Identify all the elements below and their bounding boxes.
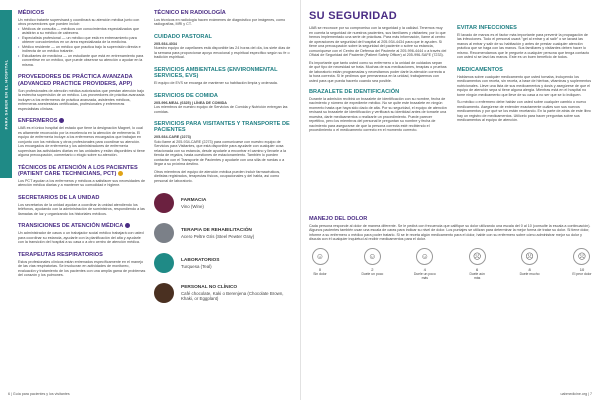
uniform-text bbox=[181, 258, 219, 269]
section-proveedores bbox=[18, 74, 146, 111]
heading-radiologia: TÉCNICO EN RADIOLOGÍA bbox=[154, 10, 226, 16]
swatch-circle bbox=[154, 253, 174, 273]
visitantes-text2: Otros miembros del equipo de atención médica pueden incluir farmacéuticos, dietistas registrados, terapeutas físicos, ocupacionales y del habla, así como personal de laboratorio. bbox=[154, 169, 281, 183]
pain-num: 10 bbox=[579, 266, 585, 272]
heading-transiciones bbox=[18, 223, 146, 229]
section-transiciones bbox=[18, 223, 146, 244]
right-column-b bbox=[457, 10, 593, 130]
pain-num: 2 bbox=[371, 266, 374, 272]
heading-tecnicos-label: TÉCNICOS DE ATENCIÓN A LOS PACIENTES (PATIENT CARE TECHNICIANS, PCT) bbox=[18, 164, 138, 178]
page-footer-left: 6 | Guía para pacientes y los visitantes bbox=[8, 392, 70, 396]
color-dot bbox=[118, 171, 123, 176]
list-item: • Especialista profesional — un médico que está en entrenamiento para obtener conocimientos en un área especializada de la medicina. bbox=[18, 36, 146, 45]
heading-visitantes: SERVICIOS PARA VISITANTES Y TRANSPORTE DE PACIENTES bbox=[154, 121, 290, 134]
section-pastoral bbox=[154, 34, 294, 60]
list-item: • Estudiantes de medicina — un estudiante que está en entrenamiento para convertirse en un médico, que puede observar su atención o ayudar en la misma. bbox=[18, 54, 146, 68]
swatch-circle bbox=[154, 283, 174, 303]
enfermeros-text: UAB es el único hospital del estado que tiene la designación Magnet, lo cual es altamente reconocido por la excelencia en la atención de enfermería. El equipo de enfermería incluye a los enfermeros encargados que trabajan en conjunto con los médicos y otros profesionales para coordinar su atención. Los encargados de enfermería y los administradores de enfermería supervisan las actividades diarias en las unidades y están disponibles si tiene alguna preocupación, comentario o elogio sobre su atención. bbox=[18, 126, 145, 158]
color-dot bbox=[125, 223, 130, 228]
transiciones-text: Un administrador de casos o un trabajador social médico trabajará con usted para coordinar su estancia, ayudarle con la planificación del alta y ayudarle con la transición del hospital a su casa o a otro centro de atención médica. bbox=[18, 231, 144, 245]
face-icon: ☹ bbox=[573, 248, 590, 265]
section-terapeutas bbox=[18, 252, 146, 278]
tecnicos-text: Los PCT ayudan a los enfermeros y médicos a satisfacer sus necesidades de atención médica diarias y a mantener su comodidad e higiene. bbox=[18, 178, 146, 188]
section-ambientales bbox=[154, 67, 294, 86]
pain-face bbox=[571, 248, 593, 280]
uniform-text bbox=[181, 228, 254, 239]
visitantes-text: Solo llame al 205-934-CARE (2273) para comunicarse con nuestro equipo de Servicios para Visitantes, que está disponible para ayudarle con cualquier cosa relacionada con su estancia, desde ayudarle a encontrar el camino y llevarle a la tienda de regalos, hasta cuestiones de estacionamiento. También lo pueden contactar con el Transporte de Pacientes y ayudarle con una silla de ruedas o a llegar a su próxima destino. bbox=[154, 139, 287, 167]
left-column-a bbox=[18, 10, 146, 285]
face-icon: ☹ bbox=[521, 248, 538, 265]
left-column-b bbox=[154, 10, 294, 303]
uniform-row bbox=[154, 223, 294, 243]
section-visitantes bbox=[154, 121, 294, 183]
secretarios-text: Los secretarios de la unidad ayudan a coordinar la unidad atendiendo los teléfonos, ayudando con la administración de suministros, respondiendo a las llamadas de luz y organizando los historiales médicos. bbox=[18, 202, 145, 216]
pain-face bbox=[519, 248, 541, 280]
comida-phone: 205-996-MEAL (6325) | LÍNEA DE COMIDA bbox=[154, 100, 227, 105]
medicamentos-text2: Su médico o enfermero debe hablar con usted sobre cualquier cambio o nuevo medicamento. Asegúrese de entender exactamente cuáles son sus nuevos medicamentos y por qué se los están recetando. En la parte de atrás de este libro hay un registro de medicamentos. Utilícelo para hacer preguntas sobre sus medicamentos al equipo de atención. bbox=[457, 100, 591, 123]
side-tab bbox=[0, 10, 12, 178]
uniform-role: PERSONAL NO CLÍNICO bbox=[181, 285, 238, 291]
pain-scale bbox=[309, 248, 593, 280]
seguridad-text: UAB se reconoce por su compromiso con la seguridad y la calidad. Tenemos muy en cuenta la seguridad de nuestros pacientes, sus familiares y visitantes; por lo que hemos implementado una serie de prácticas. Para más información, llame al centro de operaciones de seguridad del hospital al 205-934-4434 para que le ayuden. Si tiene una preocupación sobre la seguridad del paciente o sobre su estancia, comuníquese con el Centro de Defensa del Paciente al 205-996-4444 o a través del Oficial de Seguridad del Paciente (Patient Safety Officer) al 205-996-SAFE (7233). bbox=[309, 26, 447, 57]
uniform-color-name: Acero Peltre Gris (Steel Pewter Gray) bbox=[181, 233, 255, 239]
heading-terapeutas: TERAPEUTAS RESPIRATORIOS bbox=[18, 251, 103, 258]
infecciones-text: El lavado de manos es el factor más importante para prevenir la propagación de las infecciones. Todo el personal usará "gel al entrar y al salir" o se lavará las manos al entrar y salir de su habitación y antes de prestar cualquier atención práctica que se haga con las manos. Sus familiares y visitantes deben hacer lo mismo. Recomendamos que le pregunte a cualquier persona que tenga contacto con usted si se lavó las manos. Este es un buen beneficio de todos. bbox=[457, 32, 590, 60]
swatch-circle bbox=[154, 193, 174, 213]
pain-label: Duele un poco bbox=[361, 271, 384, 276]
pain-face bbox=[414, 248, 436, 280]
heading-proveedores: PROVEEDORES DE PRÁCTICA AVANZADA (ADVANCED PRACTICE PROVIDERS, APP) bbox=[18, 74, 133, 87]
pain-num: 4 bbox=[423, 266, 426, 272]
proveedores-text: Son profesionales de atención médica autorizados que prestan atención bajo la estrecha supervisión de un médico. Los proveedores de práctica avanzada incluyen a los enfermeros de práctica avanzada, asistentes médicos, enfermeras anestesistas certificadas, profesionales y enfermeras especialistas clínicas. bbox=[18, 88, 145, 111]
uniform-text bbox=[181, 285, 294, 302]
heading-brazalete: BRAZALETE DE IDENTIFICACIÓN bbox=[309, 89, 400, 95]
section-radiologia bbox=[154, 10, 294, 27]
section-tecnicos bbox=[18, 165, 146, 188]
uniform-legend bbox=[154, 193, 294, 303]
face-icon: ☺ bbox=[416, 248, 433, 265]
section-dolor bbox=[309, 216, 593, 280]
uniform-row bbox=[154, 283, 294, 303]
pain-label: Duele aún más bbox=[469, 271, 485, 280]
heading-medicos: MÉDICOS bbox=[18, 10, 45, 16]
seguridad-text2: Es importante que tanto usted como su enfermero o la unidad de cuidados sepan de qué tipo de necesidad se trata. Muchas de sus medicaciones, terapias o pruebas de laboratorio están programadas y necesitamos poder darle la atención correcta a la hora correcta. Si le pedimos que permanezca en la unidad, trabajaremos con usted para que pueda hacerlo cuando sea posible. bbox=[309, 60, 447, 83]
pastoral-phone: 205-934-4034 bbox=[154, 41, 177, 46]
face-icon: ☺ bbox=[364, 248, 381, 265]
pain-num: 8 bbox=[528, 266, 531, 272]
pain-face bbox=[361, 248, 383, 280]
pain-face bbox=[466, 248, 488, 280]
section-medicos bbox=[18, 10, 146, 67]
heading-dolor: MANEJO DEL DOLOR bbox=[309, 216, 368, 222]
medicos-intro: Un médico tratante supervisará y coordinará su atención médica junto con otros proveedores que pueden incluir: bbox=[18, 17, 140, 27]
section-infecciones bbox=[457, 25, 593, 60]
color-dot bbox=[59, 118, 64, 123]
heading-infecciones: EVITAR INFECCIONES bbox=[457, 25, 517, 31]
heading-medicamentos: MEDICAMENTOS bbox=[457, 66, 503, 73]
brazalete-text: Durante la admisión recibirá un brazalete de identificación con su nombre, fecha de nacimiento y número de expediente médico. No se quite este brazalete en ningún momento hasta que haya sido dado de alta. Por su seguridad, el equipo de atención revisará su brazalete de identificación y verificará su identidad antes de tomarle una muestra, darle medicamentos o realizarle un procedimiento. Puede parecer repetitivo, pero los miembros del personal le preguntan su nombre y fecha de nacimiento para asegurarse de que la persona correcta esté recibiendo el procedimiento o el medicamento correcto en el momento correcto. bbox=[309, 96, 447, 133]
medicos-list bbox=[18, 27, 146, 68]
list-item: • Médicos de consulta — médicos con conocimientos especializados que asistirán a su médico de cabecera. bbox=[18, 27, 146, 36]
comida-text: Los miembros de nuestro equipo de Servicios de Comida y Nutrición entregan las comidas. bbox=[154, 105, 288, 114]
right-column-a bbox=[309, 10, 447, 133]
uniform-text bbox=[181, 198, 206, 209]
heading-enfermeros bbox=[18, 118, 146, 124]
pain-label: Duele un poco más bbox=[413, 271, 436, 280]
pain-label: Sin dolor bbox=[313, 271, 327, 276]
section-secretarios bbox=[18, 195, 146, 216]
uniform-color-name: Café chocolate, Kaki o Berenjena (Chocolate Brown, Khaki, or Eggplant) bbox=[181, 290, 284, 302]
visitantes-phone: 205-934-CARE (2273) bbox=[154, 135, 191, 140]
pain-label: El peor dolor bbox=[572, 271, 592, 276]
uniform-color-name: Vino (Wine) bbox=[181, 203, 204, 209]
terapeutas-text: Estos profesionales clínicos están entrenados específicamente en el manejo de las vías respiratorias. Se involucran en actividades de monitoreo, evaluación y tratamiento de los pacientes con una amplia gama de problemas del corazón y los pulmones. bbox=[18, 259, 146, 278]
face-icon: ☹ bbox=[469, 248, 486, 265]
uniform-role: TERAPIA DE REHABILITACIÓN bbox=[181, 227, 252, 233]
face-icon: ☺ bbox=[312, 248, 329, 265]
heading-enfermeros-label: ENFERMEROS bbox=[18, 118, 58, 125]
side-tab-label: PARA SABER EN EL HOSPITAL bbox=[3, 59, 9, 129]
heading-ambientales: SERVICIOS AMBIENTALES (ENVIRONMENTAL SERVICES, EVS) bbox=[154, 66, 278, 80]
page-footer-right: uabmedicine.org | 7 bbox=[560, 392, 592, 396]
uniform-role: LABORATORIOS bbox=[181, 257, 220, 263]
section-medicamentos bbox=[457, 67, 593, 123]
pain-face bbox=[309, 248, 331, 280]
heading-secretarios: SECRETARIOS DE LA UNIDAD bbox=[18, 194, 100, 201]
page-title: SU SEGURIDAD bbox=[309, 10, 397, 22]
pain-num: 0 bbox=[318, 266, 322, 272]
ambientales-text: El equipo de EVS se encarga de mantener su habitación limpia y ordenada. bbox=[154, 81, 278, 86]
section-comida bbox=[154, 93, 294, 114]
list-item: • Médico residente — un médico que practica bajo la supervisión directa e indirecta de un médico tratante. bbox=[18, 45, 146, 54]
heading-tecnicos bbox=[18, 165, 146, 178]
uniform-color-name: Turquesa (Teal) bbox=[181, 263, 212, 269]
section-brazalete bbox=[309, 89, 447, 133]
medicamentos-text: Hablamos sobre cualquier medicamento que usted tomaba, incluyendo los medicamentos con receta, sin receta, a base de hierbas, vitaminas y suplementos nutricionales. Lleve una lista de sus medicamentos y dosis y asegúrese de que el equipo de atención sepa si tiene alguna alergia. Mientras está en el hospital no tome ningún medicamento que lleve de su casa a no ser que se lo indiquen. bbox=[457, 74, 592, 97]
dolor-text: Cada persona responde al dolor de manera diferente. Se le pedirá con frecuencia que califique su dolor utilizando una escala del 0 al 10 (consulte la escala a continuación). Algunos pacientes también usan una escala de caras para indicar su nivel de dolor. Los puntajes se utilizan para determinar la mejor forma de tratar su dolor. Si tiene dolor, informe a su enfermero o médico para poder tratarlo. Si se le receta algún medicamento para el dolor, hable con su enfermero sobre cómo administrar mejor su dolor y discuta con él cualquier inquietud al recibir medicamentos para el dolor. bbox=[309, 223, 591, 242]
heading-pastoral: CUIDADO PASTORAL bbox=[154, 33, 212, 40]
uniform-row bbox=[154, 253, 294, 273]
swatch-circle bbox=[154, 223, 174, 243]
heading-comida: SERVICIOS DE COMIDA bbox=[154, 92, 218, 99]
pastoral-text: Nuestro equipo de capellanes está disponible las 24 horas del día, los siete días de la semana para proporcionar apoyo emocional y espiritual específico según su fe o tradición espiritual. bbox=[154, 46, 291, 60]
uniform-role: FARMACIA bbox=[181, 197, 207, 203]
right-page bbox=[300, 0, 600, 400]
uniform-row bbox=[154, 193, 294, 213]
pain-label: Duele mucho bbox=[519, 271, 540, 276]
radiologia-text: Los técnicos en radiología hacen exámenes de diagnóstico por imágenes, como radiografías, MRI y CT. bbox=[154, 17, 286, 27]
section-enfermeros bbox=[18, 118, 146, 157]
heading-transiciones-label: TRANSICIONES DE ATENCIÓN MÉDICA bbox=[18, 223, 124, 230]
pain-num: 6 bbox=[476, 266, 479, 272]
